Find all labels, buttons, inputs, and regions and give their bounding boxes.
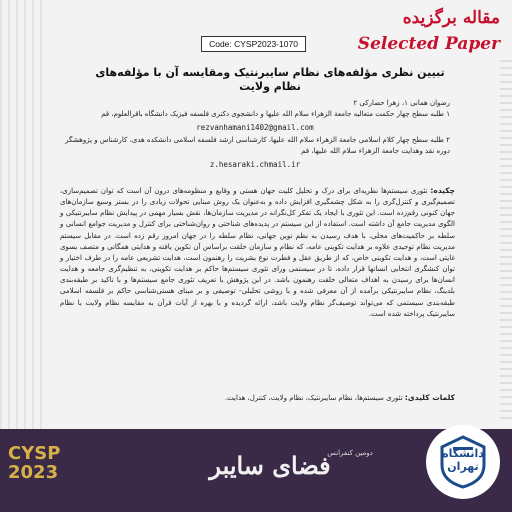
cysp-logo: CYSP 2023 — [8, 443, 61, 483]
selected-paper-badge-en: Selected Paper — [357, 34, 500, 54]
abstract-block — [60, 185, 455, 320]
keywords-text: تئوری سیستم‌ها، نظام سایبرنتیک، نظام ولایت، کنترل، هدایت. — [224, 394, 403, 402]
affiliation-2: ۲ طلبه سطح چهار کلام اسلامی جامعة الزهراء سلام الله علیها، کارشناسی ارشد فلسفه اسلامی دانشکده هدی، کارشناس و پژوهشگر دوره نقد وهدایت جامعة الزهراء سلام الله علیها، قم — [65, 136, 450, 155]
conference-title: فضای سایبر — [209, 451, 331, 480]
university-logo — [426, 425, 500, 499]
affiliation-1: ۱ طلبه سطح چهار حکمت متعالیه جامعة الزهراء سلام الله علیها و دانشجوی دکتری فلسفه فیزیک دانشگاه باقرالعلوم، قم — [101, 110, 450, 118]
keywords-label: کلمات کلیدی: — [404, 393, 455, 402]
email-2[interactable]: z.hesaraki.chmail.ir — [209, 160, 301, 169]
author-names: رضوان همانی ۱، زهرا حصارکی ۲ — [353, 99, 450, 107]
selected-paper-badge-fa: مقاله برگزیده — [402, 8, 500, 28]
university-logo-text: دانشگاه تهران — [442, 447, 484, 473]
keywords-block — [60, 392, 455, 404]
paper-code-box: Code: CYSP2023-1070 — [201, 36, 306, 52]
abstract-text: تئوری سیستم‌ها نظریه‌ای برای درک و تحلیل کلیت جهان هستی و وقایع و منظومه‌های درون آن است که توان تصمیم‌سازی، تصمیم‌گیری و کنترل‌گری را به شکل چشمگیری افزایش داده و به‌عنوان یک روش مبنایی تحولات زیادی را در بستر وسیع سازمان‌های جهان کنونی رقم‌زده است. این تئوری با ایجاد یک تفکر کل‌نگرانه در مدیریت سازمان‌ها، نقش بسیار مهمی در پیدایش نظام سایبرنتیکی و الگوی مدیریت جامع آن داشته است. استفاده از این سیستم در پدیده‌های شناختی و روان‌شناختی برای کنترل و مدیریت جوامع انسانی و سلطه بر حاکمیت‌های محلی، با هدف رسیدن به نظم نوین جهانی، نظام سلطه را در جهان امروز رقم زده است. در مقابل سیستم مدیریت نظام توحیدی علاوه بر هدایت تکوینی عامه، که نظام و سازمان خلقت براساس آن تکوین یافته و هدایتی همگانی و متصف بسوی غایتی است، و هدایت تکوینی خاص، که از طریق عقل و فطرت نوع بشریت را رهنمون است، هدایت تشریعی عامه را در طرف اختیار و توان کنشگری انتخابی انسانها قرار داده‌، تا در سیستمی ورای تئوری سیستم‌ها حاکم بر هدایت تکوینی، به تنظیم‌گری جامعه و هدایت انسان‌ها برای رسیدن به اهداف متعالی خلقت رهنمون باشد. در این پژوهش با تعریف تئوری جامع سیستم‌ها و با تاکید بر طبقه‌بندی بلدینگ، نظام سایبرنتیکی برآمده از آن معرفی شده و با روشی تحلیلی- توصیفی و بر مبنای هستی‌شناسی حاکم بر فلسفه اسلامی طبقه‌بندی سیستمی که می‌تواند توصیف‌گر نظام ولایت باشد، ارائه گردیده و با بهره از آیات قرآن به مقایسه نظام ولایت با نظام سایبرنتیک پرداخته شده است. — [60, 187, 455, 318]
email-1[interactable]: rezvanhamani1402@gmail.com — [196, 123, 314, 132]
paper-title: تبیین نظری مؤلفه‌های نظام سایبرنتیک ومقایسه آن با مؤلفه‌های نظام ولایت — [95, 66, 445, 93]
abstract-label: چکیده: — [430, 186, 455, 195]
decorative-right-strip — [500, 60, 512, 420]
authors-block — [60, 98, 450, 172]
conference-subtitle: دومین کنفرانس — [327, 449, 373, 457]
